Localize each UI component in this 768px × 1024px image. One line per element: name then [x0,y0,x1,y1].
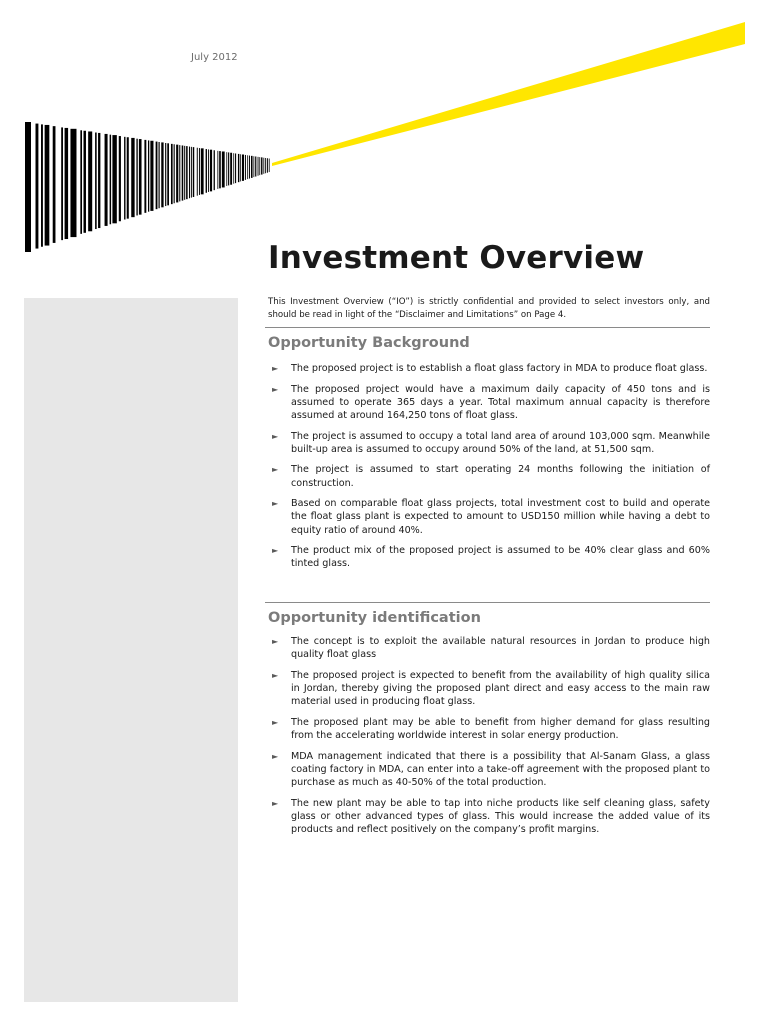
brand-logo-graphic [0,0,768,260]
barcode-bar [105,134,108,226]
barcode-bar [176,145,178,203]
barcode-bar [191,147,192,198]
barcode-bar [235,153,236,183]
barcode-bar [182,145,184,200]
section-heading-opportunity-identification: Opportunity identification [268,610,481,626]
list-item: ► The new plant may be able to tap into niche products like self cleaning glass, safety glass or other advanced types of glass. This would increase the added value of its products and reflect positively on the company’s profit margins. [272,797,710,835]
barcode-bar [265,158,266,173]
barcode-bar [167,143,169,205]
barcode-bar [53,126,56,243]
barcode-bar [25,122,31,252]
barcode-bar [253,156,254,177]
section-heading-opportunity-background: Opportunity Background [268,335,470,351]
barcode-bar [110,135,111,225]
barcode-bar [255,156,256,176]
bullet-arrow-icon: ► [272,717,279,727]
barcode-bar [240,154,241,181]
barcode-bar [249,156,250,179]
barcode-bar [217,151,218,189]
bullet-arrow-icon: ► [272,384,279,394]
barcode-bar [165,143,166,206]
barcode-bar [150,141,153,211]
list-item: ► The proposed project is expected to benefit from the availability of high quality silica in Jordan, thereby giving the proposed plant direct and easy access to the main raw material used in producing float glass. [272,669,710,708]
barcode-bar [197,148,198,196]
barcode-bar [186,146,188,199]
list-item: ► Based on comparable float glass projects, total investment cost to build and operate the float glass plant is expected to amount to USD150 million while having a debt to equity ratio of around 40%. [272,498,710,536]
barcode-bar [189,147,190,199]
barcode-bar [238,154,239,182]
barcode-bar [201,148,204,194]
barcode-bar [124,137,125,220]
barcode-bar [148,140,149,211]
bullet-arrow-icon: ► [272,431,279,441]
barcode-graphic [25,122,270,252]
barcode-bar [45,125,50,246]
barcode-bar [36,124,39,249]
barcode-bar [41,124,43,246]
opportunity-background-list [268,362,710,578]
list-item: ► The proposed project is to establish a float glass factory in MDA to produce float glass. [272,363,708,374]
barcode-bar [80,130,82,234]
barcode-bar [259,157,260,175]
list-item: ► The project is assumed to occupy a total land area of around 103,000 sqm. Meanwhile built-up area is assumed to occupy around 50% of the land, at 51,500 sqm. [272,430,710,455]
barcode-bar [222,151,225,187]
barcode-bar [269,159,270,173]
barcode-bar [184,146,185,200]
bullet-arrow-icon: ► [272,637,279,646]
barcode-bar [136,139,137,216]
barcode-bar [61,127,63,240]
barcode-bar [193,147,194,197]
barcode-bar [261,157,262,174]
barcode-bar [65,128,69,239]
list-item: ► The concept is to exploit the available natural resources in Jordan to produce high quality float glass [272,636,710,661]
barcode-bar [156,142,158,210]
intro-paragraph: This Investment Overview (“IO”) is strictly confidential and provided to select investors only, and should be read in light of the “Disclaimer and Limitations” on Page 4. [268,297,710,320]
barcode-bar [219,151,221,188]
bullet-arrow-icon: ► [272,499,279,509]
barcode-bar [206,149,207,193]
list-item: ► The product mix of the proposed project is assumed to be 40% clear glass and 60% tinted glass. [272,545,710,570]
barcode-bar [228,152,229,185]
barcode-bar [199,148,200,195]
barcode-bar [258,157,259,176]
barcode-bar [174,144,175,203]
list-item: ► The proposed plant may be able to benefit from higher demand for glass resulting from the accelerating worldwide interest in solar energy production. [272,716,710,741]
barcode-bar [179,145,180,201]
barcode-bar [112,135,116,223]
bullet-arrow-icon: ► [272,546,279,556]
barcode-bar [95,133,97,230]
bullet-arrow-icon: ► [272,465,279,475]
barcode-bar [98,133,100,228]
bullet-arrow-icon: ► [272,364,279,373]
barcode-bar [263,158,264,174]
bullet-arrow-icon: ► [272,798,279,808]
barcode-bar [70,129,76,237]
barcode-bar [171,144,173,204]
barcode-bar [127,137,129,218]
barcode-bar [230,153,232,185]
barcode-bar [233,153,234,183]
barcode-bar [210,150,212,192]
barcode-bar [144,140,146,213]
barcode-bar [131,138,134,217]
barcode-bar [88,131,92,231]
barcode-bar [161,142,163,207]
barcode-bar [247,155,248,179]
page-title: Investment Overview [268,240,645,276]
list-item: ► The project is assumed to start operating 24 months following the initiation of construction. [272,464,710,489]
barcode-bar [139,139,142,215]
barcode-bar [159,142,160,208]
barcode-bar [226,152,227,186]
barcode-bar [267,158,268,172]
document-date: July 2012 [191,52,238,63]
list-item: ► The proposed project would have a maximum daily capacity of 450 tons and is assumed to operate 365 days a year. Total maximum annual capacity is therefore assumed at around 164,250 tons of float glass. [272,383,710,421]
barcode-bar [208,149,209,192]
bullet-arrow-icon: ► [272,751,279,761]
sidebar-panel [24,298,238,1002]
opportunity-identification-list [268,635,710,844]
barcode-bar [214,150,215,190]
barcode-bar [119,136,121,221]
barcode-bar [251,156,253,178]
barcode-bar [84,131,86,233]
list-item: ► MDA management indicated that there is a possibility that Al-Sanam Glass, a glass coating factory in MDA, can enter into a take-off agreement with the proposed plant to purchase as much as 40-50% of the total production. [272,750,710,788]
section-divider [265,327,710,328]
bullet-arrow-icon: ► [272,670,279,680]
yellow-beam [272,22,745,166]
barcode-bar [242,155,244,181]
barcode-bar [245,155,246,180]
section-divider [265,602,710,603]
